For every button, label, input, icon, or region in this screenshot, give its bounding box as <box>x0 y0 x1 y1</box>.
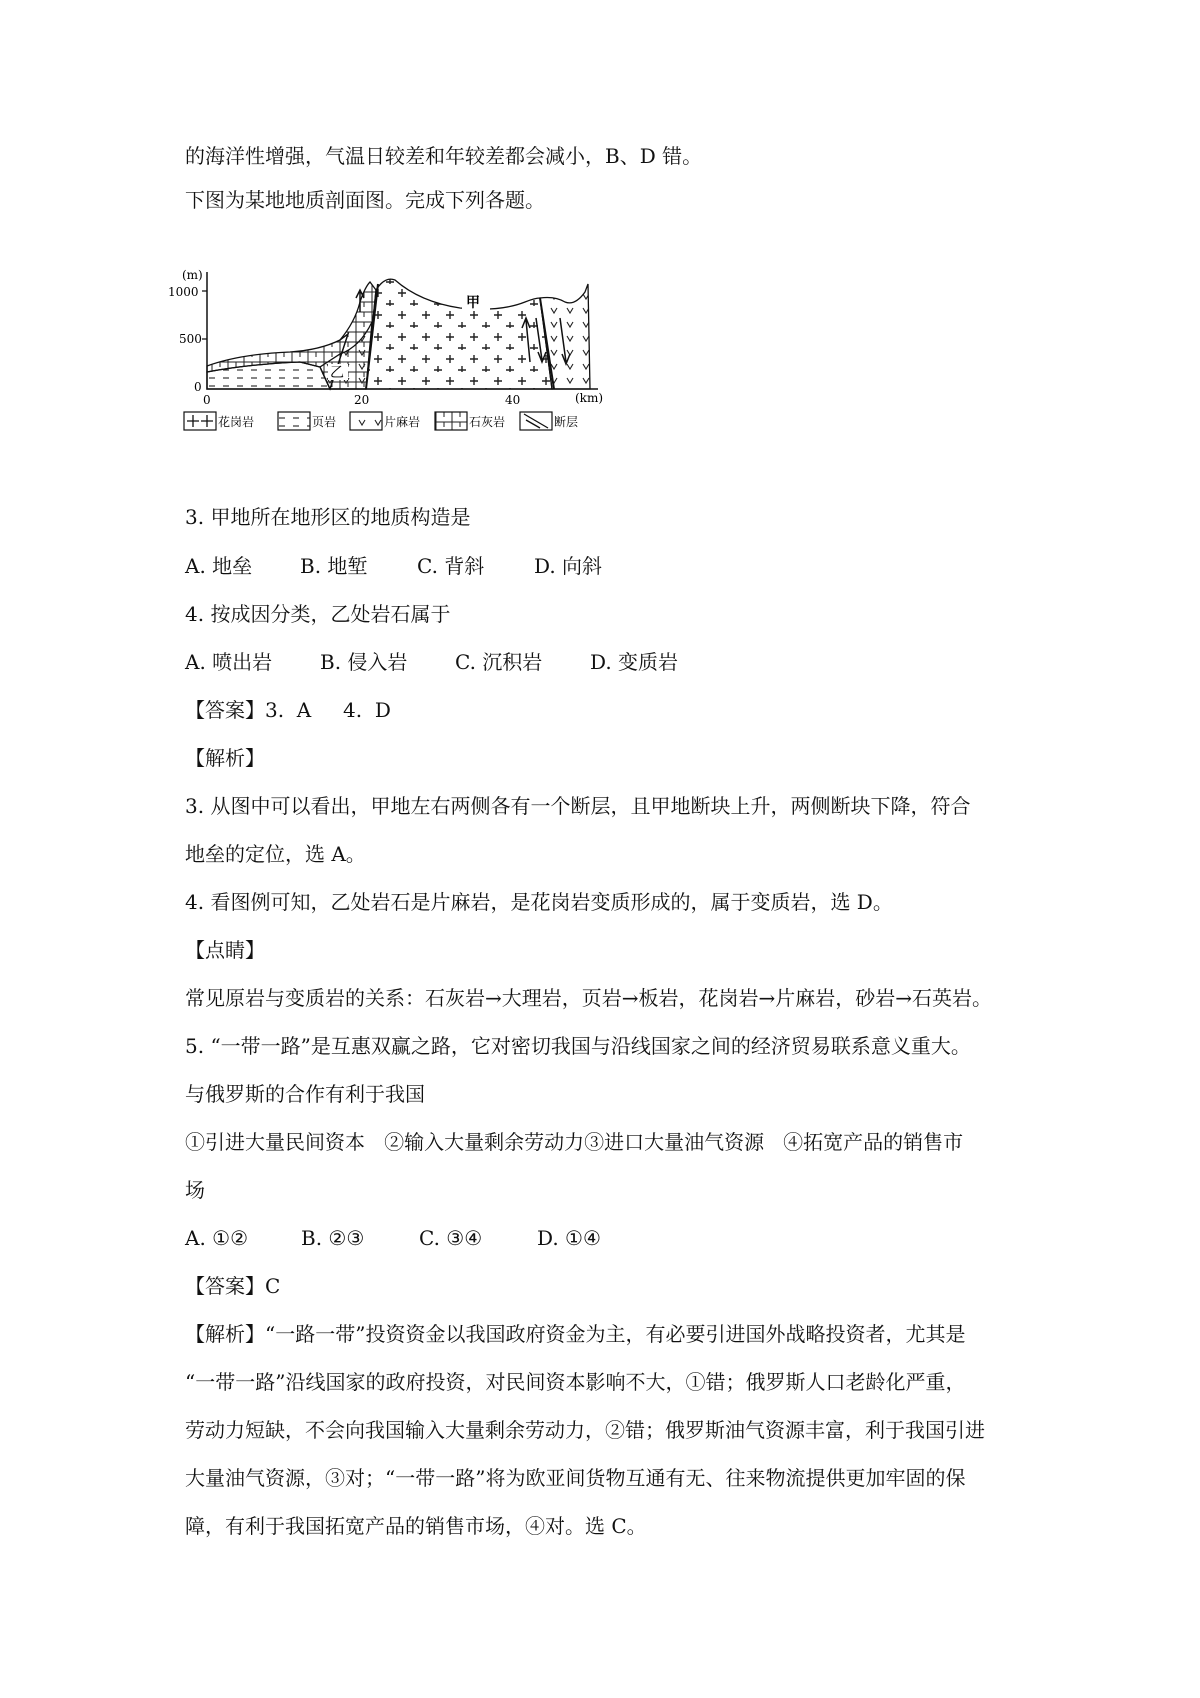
legend-fault: 断层 <box>554 415 579 429</box>
q5-option-c: C. ③④ <box>419 1226 483 1250</box>
y-tick-1000: 1000 <box>168 285 199 299</box>
analysis-5-line-1: 【解析】“一路一带”投资资金以我国政府资金为主，有必要引进国外战略投资者，尤其是 <box>185 1322 966 1346</box>
x-tick-20: 20 <box>354 393 370 407</box>
analysis-5-line-2: “一带一路”沿线国家的政府投资，对民间资本影响不大，①错；俄罗斯人口老龄化严重， <box>185 1370 966 1394</box>
label-yi: 乙 <box>330 365 344 381</box>
q5-options <box>185 1224 601 1252</box>
legend-gneiss: 片麻岩 <box>384 415 421 429</box>
analysis-3-line-2: 地垒的定位，选 A。 <box>185 842 366 866</box>
q3-stem: 3. 甲地所在地形区的地质构造是 <box>185 505 471 529</box>
x-tick-0: 0 <box>203 393 211 407</box>
analysis-5-line-5: 障，有利于我国拓宽产品的销售市场，④对。选 C。 <box>185 1514 647 1538</box>
y-tick-0: 0 <box>194 380 202 394</box>
label-jia: 甲 <box>466 295 480 311</box>
q4-option-b: B. 侵入岩 <box>320 650 408 674</box>
q5-line-3: ①引进大量民间资本 ②输入大量剩余劳动力③进口大量油气资源 ④拓宽产品的销售市 <box>185 1130 964 1154</box>
q5-line-4: 场 <box>185 1178 205 1202</box>
q5-option-b: B. ②③ <box>301 1226 365 1250</box>
answer-3-4: 【答案】3. A 4. D <box>185 698 391 722</box>
analysis-3-line-1: 3. 从图中可以看出，甲地左右两侧各有一个断层，且甲地断块上升，两侧断块下降，符合 <box>185 794 971 818</box>
analysis-title: 【解析】 <box>185 746 265 770</box>
q4-option-a: A. 喷出岩 <box>185 650 273 674</box>
legend-shale: 页岩 <box>312 415 337 429</box>
analysis-4: 4. 看图例可知，乙处岩石是片麻岩，是花岗岩变质形成的，属于变质岩，选 D。 <box>185 890 893 914</box>
legend-granite: 花岗岩 <box>218 415 255 429</box>
tip-text: 常见原岩与变质岩的关系：石灰岩→大理岩，页岩→板岩，花岗岩→片麻岩，砂岩→石英岩。 <box>185 986 993 1010</box>
q3-option-d: D. 向斜 <box>534 554 603 578</box>
intro-line: 的海洋性增强，气温日较差和年较差都会减小，B、D 错。 <box>185 144 703 168</box>
q4-stem: 4. 按成因分类，乙处岩石属于 <box>185 602 451 626</box>
x-tick-40: 40 <box>505 393 521 407</box>
q5-line-2: 与俄罗斯的合作有利于我国 <box>185 1082 425 1106</box>
q3-option-a: A. 地垒 <box>185 554 253 578</box>
granite-horst <box>366 279 552 389</box>
section-lead: 下图为某地地质剖面图。完成下列各题。 <box>185 188 545 212</box>
q4-options <box>185 648 678 676</box>
q5-option-a: A. ①② <box>185 1226 249 1250</box>
analysis-5-line-3: 劳动力短缺，不会向我国输入大量剩余劳动力，②错；俄罗斯油气资源丰富，利于我国引进 <box>185 1418 985 1442</box>
q5-line-1: 5. “一带一路”是互惠双赢之路，它对密切我国与沿线国家之间的经济贸易联系意义重大。 <box>185 1034 971 1058</box>
q4-option-d: D. 变质岩 <box>590 650 679 674</box>
q4-option-c: C. 沉积岩 <box>455 650 543 674</box>
x-axis-unit: (km) <box>575 391 604 405</box>
legend <box>184 412 578 430</box>
q3-option-b: B. 地堑 <box>300 554 368 578</box>
geologic-cross-section-figure <box>168 262 660 474</box>
q3-options <box>185 552 602 580</box>
q5-option-d: D. ①④ <box>537 1226 601 1250</box>
y-tick-500: 500 <box>179 332 202 346</box>
y-axis-unit: (m) <box>182 268 203 282</box>
tip-title: 【点睛】 <box>185 938 265 962</box>
legend-limestone: 石灰岩 <box>469 415 506 429</box>
q3-option-c: C. 背斜 <box>417 554 485 578</box>
analysis-5-line-4: 大量油气资源，③对；“一带一路”将为欧亚间货物互通有无、往来物流提供更加牢固的保 <box>185 1466 966 1490</box>
answer-5: 【答案】C <box>185 1274 281 1298</box>
